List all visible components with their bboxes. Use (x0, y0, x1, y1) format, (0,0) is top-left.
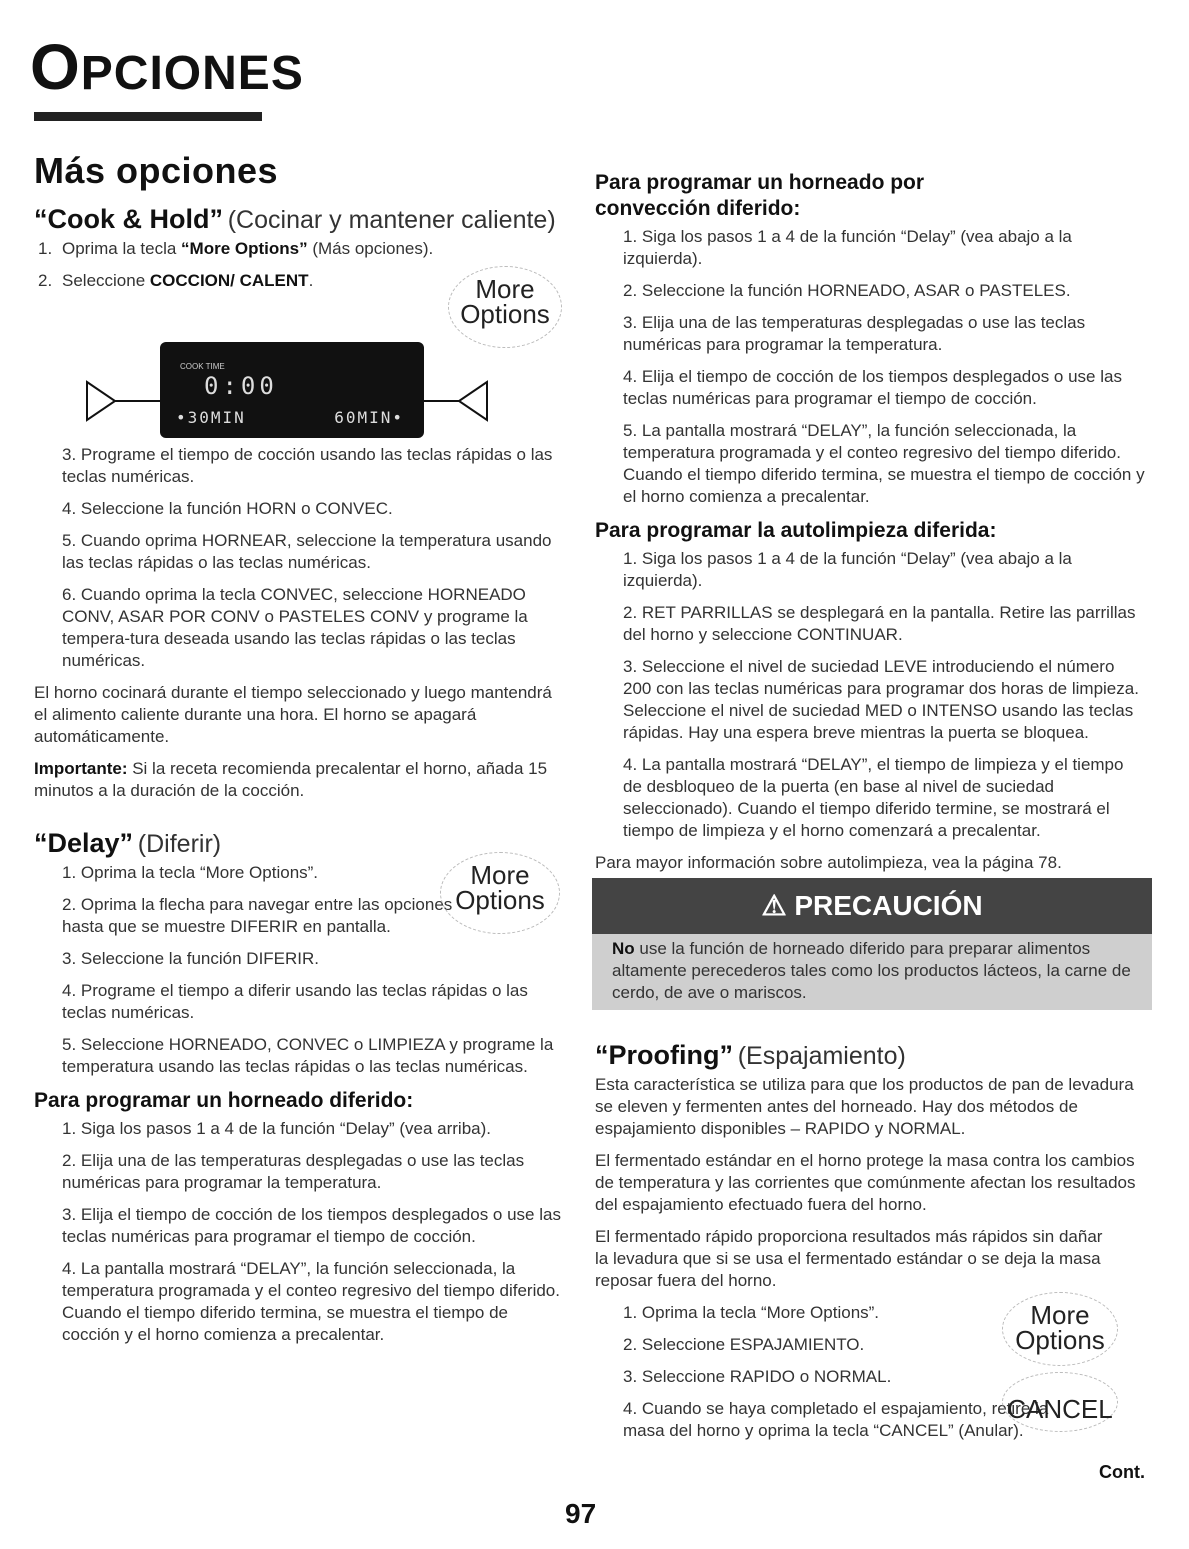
continued-label: Cont. (1099, 1462, 1145, 1482)
proofing-paragraph: El fermentado estándar en el horno protege la masa contra los cambios de temperatura y las corrientes que comúnmente afectan los resultados del espajamiento efectuado fuera del horno. (595, 1151, 1136, 1214)
list-item: 1. Oprima la tecla “More Options”. (62, 863, 319, 882)
section-heading-more-options: Más opciones (34, 150, 279, 191)
caution-body: No use la función de horneado diferido para preparar alimentos altamente perecederos tales como los productos lácteos, la carne de cerdo, de ave o mariscos. (592, 934, 1152, 1010)
important-note: Importante: Si la receta recomienda precalentar el horno, añada 15 minutos a la duración de la cocción. (34, 759, 548, 800)
caution-header: ⚠ PRECAUCIÓN (592, 878, 1152, 934)
convection-steps (595, 226, 1147, 508)
more-options-key: More Options (440, 852, 560, 934)
proofing-paragraph: Esta característica se utiliza para que los productos de pan de levadura se eleven y fermenten antes del horneado. Hay dos métodos de espajamiento disponibles – RAPIDO y NORMAL. (595, 1075, 1134, 1138)
page-title: OPCIONES (30, 31, 304, 103)
page-number: 97 (565, 1498, 597, 1529)
list-item: 5. Cuando oprima HORNEAR, seleccione la temperatura usando las teclas rápidas o las teclas numéricas. (62, 531, 552, 572)
proofing-paragraph: El fermentado rápido proporciona resultados más rápidos sin dañar la levadura que si se usa el fermentado estándar o se deja la masa reposar fuera del horno. (595, 1227, 1103, 1290)
warning-icon: ⚠ (761, 890, 787, 921)
delay-heading: “Delay” (Diferir) (34, 828, 222, 858)
list-item: 4. Cuando se haya completado el espajamiento, retire la masa del horno y oprima la tecla “CANCEL” (Anular). (623, 1399, 1049, 1440)
list-item: 1. Siga los pasos 1 a 4 de la función “Delay” (vea abajo a la izquierda). (623, 549, 1072, 590)
list-item: 6. Cuando oprima la tecla CONVEC, seleccione HORNEADO CONV, ASAR POR CONV o PASTELES CONV y programe la tempera-tura deseada usando las teclas rápidas o las teclas numéricas. (62, 585, 528, 670)
list-item: 2. RET PARRILLAS se desplegará en la pantalla. Retire las parrillas del horno y seleccione CONTINUAR. (623, 603, 1136, 644)
selfclean-heading: Para programar la autolimpieza diferida: (595, 519, 997, 542)
cook-hold-paragraph: El horno cocinará durante el tiempo seleccionado y luego mantendrá el alimento caliente durante una hora. El horno se apagará automáticamente. (34, 683, 552, 746)
list-item: 3. Programe el tiempo de cocción usando las teclas rápidas o las teclas numéricas. (62, 445, 553, 486)
more-options-key: More Options (448, 266, 562, 348)
list-item: 5. Seleccione HORNEADO, CONVEC o LIMPIEZA y programe la temperatura usando las teclas rápidas o las teclas numéricas. (62, 1035, 554, 1076)
list-item: 2. Seleccione la función HORNEADO, ASAR o PASTELES. (623, 281, 1071, 300)
list-item: 4. La pantalla mostrará “DELAY”, la función seleccionada, la temperatura programada y el conteo regresivo del tiempo diferido. Cuando el tiempo diferido termina, se muestra el tiempo de cocción y el horno comienza a precalentar. (62, 1259, 560, 1344)
list-item: 4. La pantalla mostrará “DELAY”, el tiempo de limpieza y el tiempo de desbloqueo de la puerta (en base al nivel de suciedad seleccionado). Cuando el tiempo diferido termine, se mostrará el tiempo de limpieza y el horno comenzará a precalentar. (623, 755, 1124, 840)
list-item: 2. Oprima la flecha para navegar entre las opciones hasta que se muestre DIFERIR en pantalla. (62, 895, 453, 936)
cook-hold-steps-2 (34, 444, 564, 672)
more-options-key: More Options (1002, 1292, 1118, 1366)
list-item: 3. Seleccione la función DIFERIR. (62, 949, 320, 968)
list-item: 1. Siga los pasos 1 a 4 de la función “Delay” (vea abajo a la izquierda). (623, 227, 1072, 268)
left-arrow-icon (87, 382, 115, 420)
delayed-bake-steps (34, 1118, 564, 1346)
selfclean-note: Para mayor información sobre autolimpieza, vea la página 78. (595, 853, 1062, 872)
cancel-key: CANCEL (1002, 1372, 1118, 1432)
proofing-heading: “Proofing” (Espajamiento) (595, 1040, 906, 1070)
right-column (595, 170, 1147, 884)
cook-hold-steps (34, 238, 434, 292)
cook-hold-heading: “Cook & Hold” (Cocinar y mantener caliente) (34, 204, 556, 234)
list-item: 3. Elija una de las temperaturas desplegadas o use las teclas numéricas para programar la temperatura. (623, 313, 1086, 354)
list-item: 4. Seleccione la función HORN o CONVEC. (62, 499, 393, 518)
list-item: 1. Oprima la tecla “More Options” (Más opciones). (38, 239, 434, 258)
list-item: 2. Seleccione COCCION/ CALENT. (38, 271, 314, 290)
right-arrow-icon (459, 382, 487, 420)
list-item: 2. Elija una de las temperaturas desplegadas o use las teclas numéricas para programar la temperatura. (62, 1151, 525, 1192)
selfclean-steps (595, 548, 1147, 842)
title-rule (34, 112, 262, 121)
delayed-bake-heading: Para programar un horneado diferido: (34, 1089, 414, 1112)
oven-display: COOK TIME 0:00 •30MIN 60MIN• (160, 342, 424, 438)
list-item: 2. Seleccione ESPAJAMIENTO. (623, 1335, 865, 1354)
list-item: 4. Programe el tiempo a diferir usando las teclas rápidas o las teclas numéricas. (62, 981, 528, 1022)
list-item: 4. Elija el tiempo de cocción de los tiempos desplegados o use las teclas numéricas para programar el tiempo de cocción. (623, 367, 1122, 408)
list-item: 3. Elija el tiempo de cocción de los tiempos desplegados o use las teclas numéricas para programar el tiempo de cocción. (62, 1205, 561, 1246)
list-item: 3. Seleccione RAPIDO o NORMAL. (623, 1367, 892, 1386)
list-item: 1. Siga los pasos 1 a 4 de la función “Delay” (vea arriba). (62, 1119, 492, 1138)
convection-heading: Para programar un horneado por convección diferido: (595, 171, 925, 220)
list-item: 5. La pantalla mostrará “DELAY”, la función seleccionada, la temperatura programada y el conteo regresivo del tiempo diferido. Cuando el tiempo diferido termina, se muestra el tiempo de cocción y el horno comienza a precalentar. (623, 421, 1145, 506)
list-item: 1. Oprima la tecla “More Options”. (623, 1303, 880, 1322)
list-item: 3. Seleccione el nivel de suciedad LEVE introduciendo el número 200 con las teclas numéricas para programar dos horas de limpieza. Seleccione el nivel de suciedad MED o INTENSO usando las teclas rápidas. Hay una espera breve mientras la puerta se bloquea. (623, 657, 1139, 742)
